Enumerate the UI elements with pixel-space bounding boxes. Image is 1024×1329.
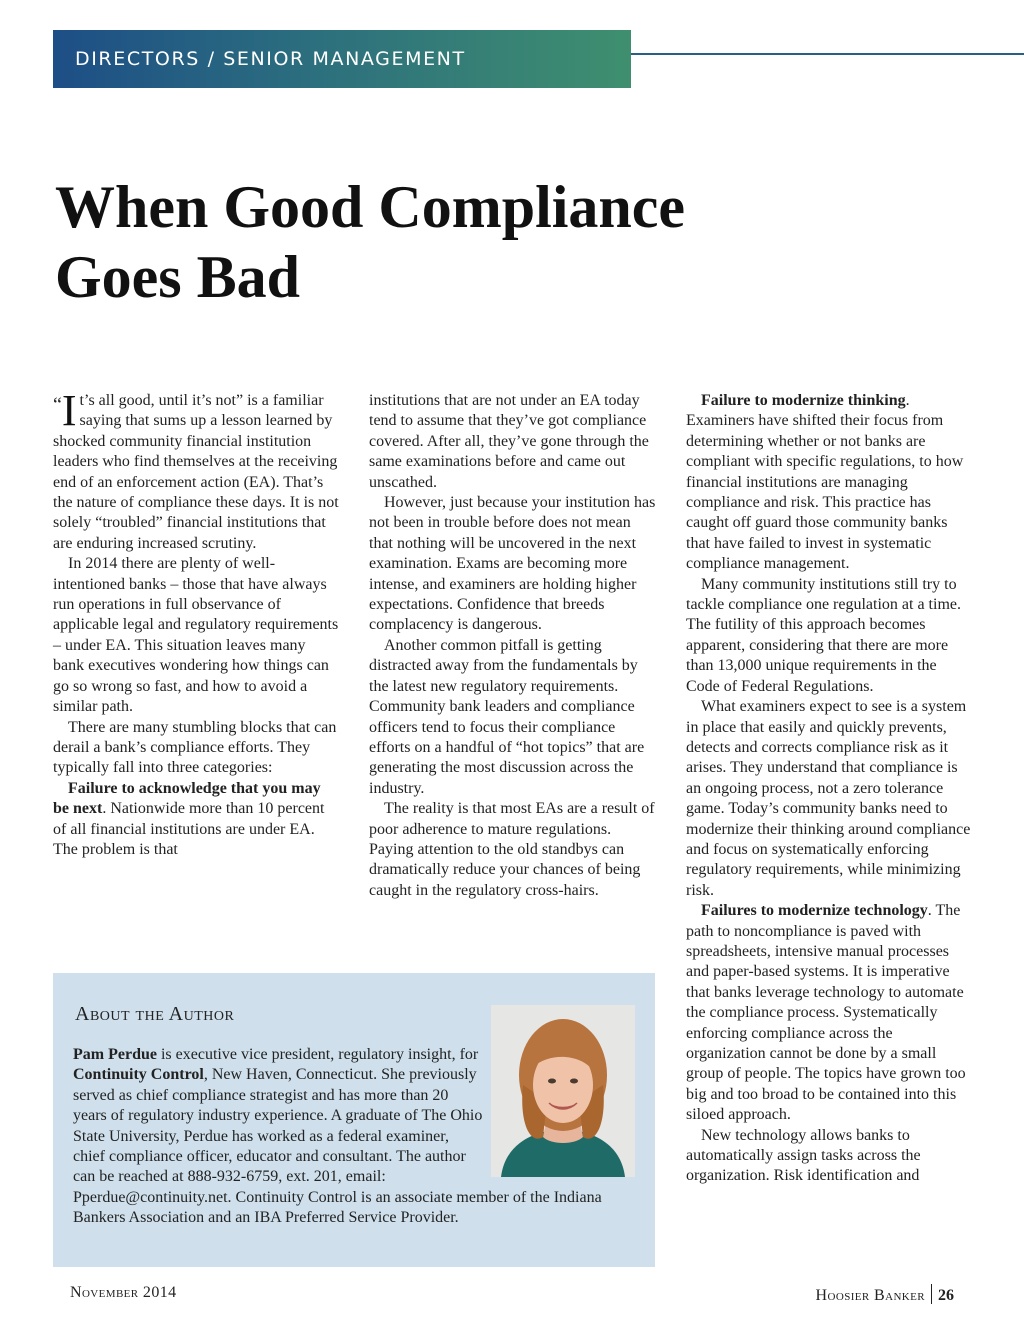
section-label: DIRECTORS / SENIOR MANAGEMENT <box>75 48 466 70</box>
opening-quote: “ <box>53 394 62 416</box>
footer-date: November 2014 <box>70 1284 177 1301</box>
paragraph-text: . The path to noncompliance is paved with spreadsheets, intensive manual processes and paper-based systems. It is imperative that banks leverage technology to automate the compliance process. Systematically enforcing compliance across the organization cannot be done by a small group of people. The topics have grown too big and too broad to be contained into this siloed approach. <box>686 902 966 1124</box>
author-bio-text: , New Haven, Connecticut. She previously served as chief compliance strategist and has more than 20 years of regulatory industry experience. A graduate of The Ohio State University, Perdue has worked as a federal examiner, chief compliance officer, educator and consultant. The author can be reached at 888-932-6759, ext. 201, email: Pperdue@continuity.net. Continuity Control is an associate member of the Indiana Bankers Association and an IBA Preferred Service Provider. <box>73 1066 602 1227</box>
paragraph <box>686 391 972 575</box>
paragraph: However, just because your institution has not been in trouble before does not mean that nothing will be uncovered in the next examination. Exams are becoming more intense, and examiners are holding higher expectations. Confidence that breeds complacency is dangerous. <box>369 494 656 634</box>
subhead-lead: Failure to acknowledge that you may be next <box>53 779 321 818</box>
subhead-lead: Failure to modernize thinking <box>701 392 906 409</box>
author-name: Pam Perdue <box>73 1046 157 1063</box>
paragraph: The reality is that most EAs are a result of poor adherence to mature regulations. Paying attention to the old standbys can dramatically reduce your chances of being caught in the regulatory cross-hairs. <box>369 800 655 899</box>
paragraph <box>53 779 340 861</box>
paragraph: Many community institutions still try to tackle compliance one regulation at a time. The futility of this approach becomes apparent, considering that there are more than 13,000 unique requirements in the Code of Federal Regulations. <box>686 575 961 695</box>
footer-publication-block <box>816 1284 954 1305</box>
article-column-1 <box>53 386 340 860</box>
about-author-heading: About the Author <box>75 1003 235 1025</box>
paragraph-text: . Examiners have shifted their focus from determining whether or not banks are compliant with specific regulations, to how financial institutions are managing compliance and risk. This practice has caught off guard those community banks that have failed to invest in systematic compliance management. <box>686 392 964 573</box>
author-bio-text: is executive vice president, regulatory insight, for <box>156 1046 479 1063</box>
footer-divider <box>931 1284 932 1304</box>
author-company: Continuity Control <box>73 1066 204 1084</box>
subhead-lead: Failures to modernize technology <box>701 902 928 920</box>
paragraph <box>686 901 972 1125</box>
photo-spacer <box>483 1045 635 1177</box>
paragraph: institutions that are not under an EA today tend to assume that they’ve got compliance covered. After all, they’ve gone through the same examinations before and came out unscathed. <box>369 392 649 491</box>
article-title <box>55 172 815 312</box>
page-number: 26 <box>938 1287 954 1304</box>
paragraph: In 2014 there are plenty of well-intentioned banks – those that have always run operations in full observance of applicable legal and regulatory requirements – under EA. This situation leaves many bank executives wondering how things can go so wrong so fast, and how to avoid a similar path. <box>53 555 339 716</box>
article-column-2 <box>369 391 656 901</box>
about-author-box <box>53 973 655 1267</box>
paragraph-text: . Nationwide more than 10 percent of all financial institutions are under EA. The problem is that <box>53 800 325 858</box>
paragraph: New technology allows banks to automatically assign tasks across the organization. Risk identification and <box>686 1126 921 1185</box>
footer-publication: Hoosier Banker <box>815 1287 925 1304</box>
title-line-1: When Good Compliance <box>55 174 686 240</box>
drop-cap: I <box>61 386 77 435</box>
article-column-3 <box>686 391 972 1187</box>
section-banner <box>53 30 631 88</box>
title-line-2: Goes Bad <box>55 244 301 310</box>
paragraph: There are many stumbling blocks that can derail a bank’s compliance efforts. They typically fall into three categories: <box>53 718 337 777</box>
header-rule <box>630 53 1024 55</box>
paragraph <box>53 386 340 554</box>
paragraph: What examiners expect to see is a system in place that easily and quickly prevents, detects and corrects compliance risk as it arises. They understand that compliance is an ongoing process, not a zero tolerance game. Today’s community banks need to modernize their thinking around compliance and focus on systematically enforcing regulatory requirements, while minimizing risk. <box>686 698 971 899</box>
paragraph-text: t’s all good, until it’s not” is a familiar saying that sums up a lesson learned by shocked community financial institution leaders who find themselves at the receiving end of an enforcement action (EA). That’s the nature of compliance these days. It is not solely “troubled” financial institutions that are enduring increased scrutiny. <box>53 392 339 552</box>
author-bio <box>73 1045 635 1229</box>
paragraph: Another common pitfall is getting distracted away from the fundamentals by the latest new regulatory requirements. Community bank leaders and compliance officers tend to focus their compliance efforts on a handful of “hot topics” that are generating the most discussion across the industry. <box>369 636 645 797</box>
